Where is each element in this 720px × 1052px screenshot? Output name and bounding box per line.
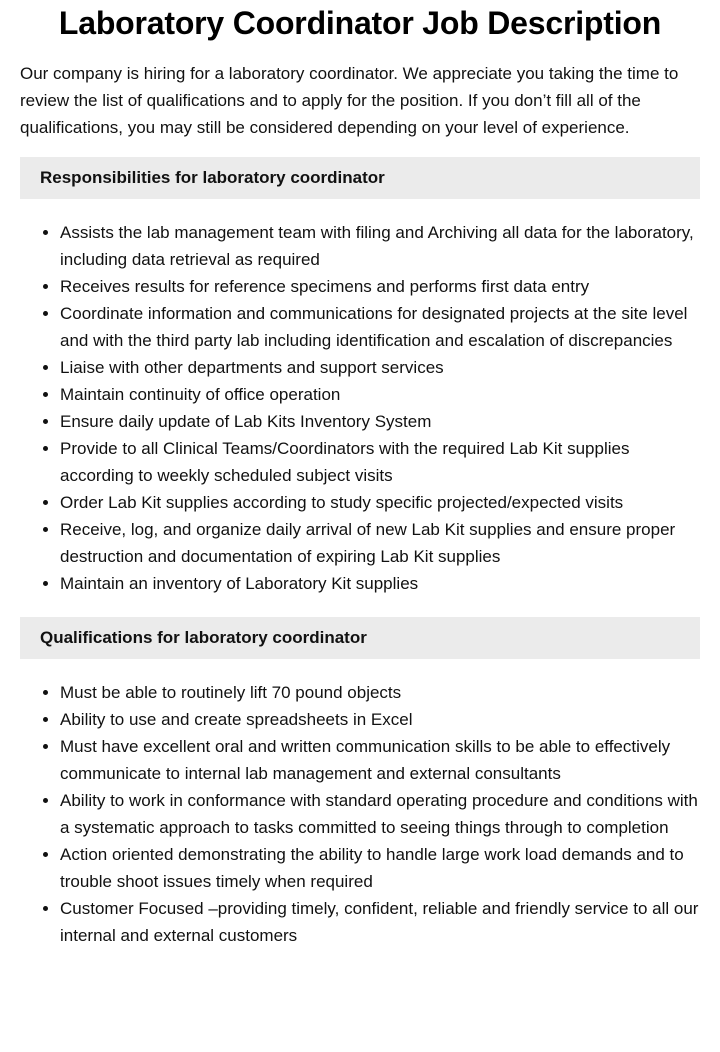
list-item: • Coordinate information and communications for designated projects at the site level and with the third party lab including identification and escalation of discrepancies: [60, 300, 700, 354]
list-item: • Provide to all Clinical Teams/Coordinators with the required Lab Kit supplies according to weekly scheduled subject visits: [60, 435, 700, 489]
list-item: • Receives results for reference specimens and performs first data entry: [60, 273, 700, 300]
responsibilities-list: [20, 219, 700, 597]
list-item: • Ability to use and create spreadsheets in Excel: [60, 706, 700, 733]
list-item: • Action oriented demonstrating the ability to handle large work load demands and to trouble shoot issues timely when required: [60, 841, 700, 895]
list-item: • Maintain an inventory of Laboratory Kit supplies: [60, 570, 700, 597]
list-item: • Receive, log, and organize daily arrival of new Lab Kit supplies and ensure proper destruction and documentation of expiring Lab Kit supplies: [60, 516, 700, 570]
list-item: • Assists the lab management team with filing and Archiving all data for the laboratory, including data retrieval as required: [60, 219, 700, 273]
responsibilities-heading: [20, 157, 700, 199]
qualifications-heading-text: Qualifications for laboratory coordinator: [40, 628, 367, 647]
list-item: • Ability to work in conformance with standard operating procedure and conditions with a systematic approach to tasks committed to seeing things through to completion: [60, 787, 700, 841]
list-item: • Liaise with other departments and support services: [60, 354, 700, 381]
qualifications-heading: [20, 617, 700, 659]
list-item: • Ensure daily update of Lab Kits Inventory System: [60, 408, 700, 435]
list-item: • Order Lab Kit supplies according to study specific projected/expected visits: [60, 489, 700, 516]
intro-paragraph: Our company is hiring for a laboratory coordinator. We appreciate you taking the time to review the list of qualifications and to apply for the position. If you don’t fill all of the qualifications, you may still be considered depending on your level of experience.: [20, 64, 679, 137]
list-item: • Must be able to routinely lift 70 pound objects: [60, 679, 700, 706]
list-item: • Customer Focused –providing timely, confident, reliable and friendly service to all our internal and external customers: [60, 895, 700, 949]
qualifications-list: [20, 679, 700, 949]
list-item: • Maintain continuity of office operation: [60, 381, 700, 408]
page-title: Laboratory Coordinator Job Description: [58, 5, 662, 41]
list-item: • Must have excellent oral and written communication skills to be able to effectively communicate to internal lab management and external consultants: [60, 733, 700, 787]
responsibilities-heading-text: Responsibilities for laboratory coordinator: [40, 168, 385, 187]
